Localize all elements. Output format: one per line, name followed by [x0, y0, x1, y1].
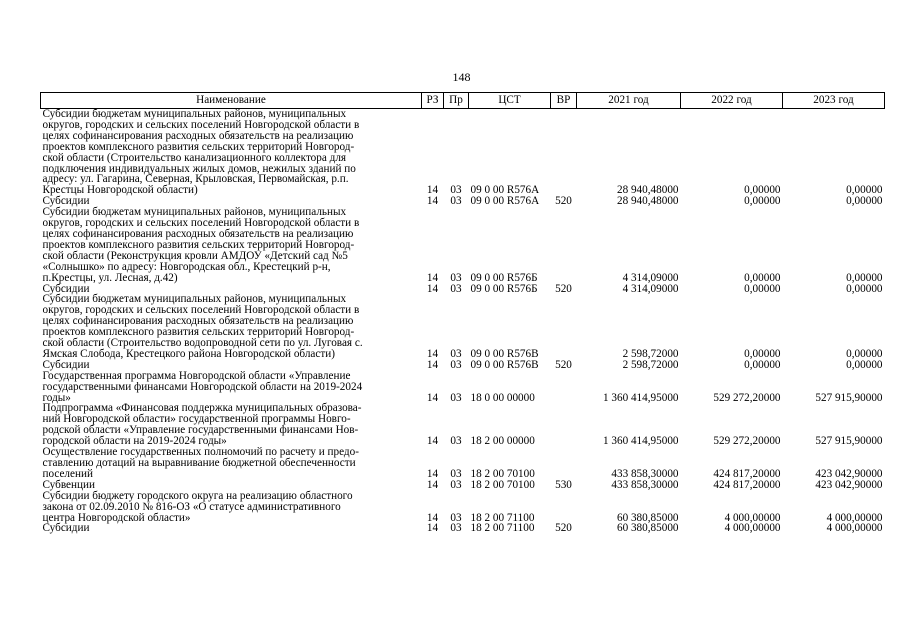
row-cst-cell: 18 2 00 70100: [470, 478, 535, 491]
header-2021: 2021 год: [577, 93, 681, 109]
row-name-cell: [41, 523, 422, 534]
row-name-cell: [41, 447, 422, 480]
row-cst-cell: 09 0 00 R576A: [470, 195, 540, 208]
row-name-line: годы»: [42, 391, 71, 404]
row-rz-cell: 14: [426, 522, 439, 535]
row-cst-cell: 18 2 00 71100: [470, 522, 535, 535]
row-y2022-cell: 0,00000: [744, 184, 781, 197]
row-rz-cell: 14: [426, 358, 439, 371]
row-name-line: целях софинансирования расходных обязательств на реализацию: [42, 315, 354, 328]
row-name-line: округов, городских и сельских поселений Новгородской области в: [42, 304, 360, 317]
row-cst-cell: 18 0 00 00000: [470, 391, 535, 404]
table-body: [41, 109, 885, 535]
table-row: [41, 371, 885, 404]
row-rz-cell: 14: [426, 282, 439, 295]
row-y2021-cell: 4 314,09000: [622, 282, 679, 295]
row-cst-cell: 09 0 00 R576В: [470, 347, 539, 360]
row-name-line: Субсидии бюджету городского округа на реализацию областного: [42, 489, 353, 502]
row-name-cell: [41, 403, 422, 447]
row-y2023-cell: 0,00000: [846, 358, 883, 371]
row-y2022-cell: 0,00000: [744, 358, 781, 371]
row-vr-cell: 520: [555, 522, 572, 535]
row-name-cell: [41, 207, 422, 283]
row-name-line: Государственная программа Новгородской области «Управление: [42, 369, 351, 382]
row-y2023-cell: 0,00000: [846, 347, 883, 360]
row-name-line: ний Новгородской области» государственной программы Новго-: [42, 413, 351, 426]
header-name: Наименование: [41, 93, 422, 109]
row-name-line: Крестцы Новгородской области): [42, 184, 198, 197]
row-name-line: проектов комплексного развития сельских территорий Новгород-: [42, 238, 355, 251]
row-name-cell: [41, 294, 422, 359]
row-y2022-cell: 529 272,20000: [713, 391, 781, 404]
row-vr-cell: 530: [555, 478, 572, 491]
row-name-line: Подпрограмма «Финансовая поддержка муниципальных образова-: [42, 402, 362, 415]
row-name-line: подключения индивидуальных жилых домов, нежилых зданий по: [42, 162, 356, 175]
row-name-line: целях софинансирования расходных обязательств на реализацию: [42, 129, 354, 142]
row-cst-cell: 09 0 00 R576A: [470, 184, 540, 197]
row-name-line: поселений: [42, 467, 93, 480]
row-y2021-cell: 2 598,72000: [622, 358, 679, 371]
row-y2023-cell: 0,00000: [846, 195, 883, 208]
row-vr-cell: 520: [555, 358, 572, 371]
row-y2023-cell: 423 042,90000: [815, 478, 883, 491]
table-row: [41, 523, 885, 534]
row-cst-cell: 18 2 00 00000: [470, 435, 535, 448]
row-y2021-cell: 1 360 414,95000: [602, 435, 679, 448]
row-rz-cell: 14: [426, 511, 439, 524]
row-pr-cell: 03: [450, 347, 462, 360]
budget-table: [40, 92, 885, 534]
header-2023: 2023 год: [783, 93, 885, 109]
row-name-line: ской области (Реконструкция кровли АМДОУ «Детский сад №5: [42, 249, 348, 262]
row-cst-cell: 09 0 00 R576Б: [470, 282, 538, 295]
row-name-line: «Солнышко» по адресу: Новгородская обл., Крестецкий р-н,: [42, 260, 331, 273]
row-vr-cell: [551, 447, 577, 480]
row-y2023-cell: 527 915,90000: [815, 391, 883, 404]
row-y2022-cell: 0,00000: [744, 282, 781, 295]
row-pr-cell: 03: [450, 467, 462, 480]
row-y2022-cell: 4 000,00000: [724, 511, 781, 524]
row-cst-cell: 18 2 00 71100: [470, 511, 535, 524]
row-y2021-cell: 60 380,85000: [616, 522, 679, 535]
row-rz-cell: 14: [426, 435, 439, 448]
row-y2021-cell: 2 598,72000: [622, 347, 679, 360]
row-y2023-cell: 423 042,90000: [815, 467, 883, 480]
row-rz-cell: 14: [426, 347, 439, 360]
row-pr-cell: 03: [450, 195, 462, 208]
row-y2021-cell: 28 940,48000: [616, 184, 679, 197]
table-row: [41, 294, 885, 359]
row-name-cell: [41, 109, 422, 197]
row-vr-cell: [551, 109, 577, 197]
row-name-line: Субсидии: [42, 358, 90, 371]
row-name-line: ской области (Строительство водопроводной сети по ул. Луговая с.: [42, 337, 363, 350]
row-y2021-cell: 1 360 414,95000: [602, 391, 679, 404]
table-header-row: [41, 93, 885, 109]
row-name-line: Субсидии бюджетам муниципальных районов, муниципальных: [42, 108, 347, 120]
row-y2022-cell: 4 000,00000: [724, 522, 781, 535]
row-name-line: ской области (Строительство канализационного коллектора для: [42, 151, 347, 164]
row-y2022-cell: 0,00000: [744, 195, 781, 208]
row-name-line: городской области на 2019-2024 годы»: [42, 435, 227, 448]
row-name-line: проектов комплексного развития сельских территорий Новгород-: [42, 326, 355, 339]
table-row: [41, 207, 885, 283]
row-y2022-cell: 0,00000: [744, 271, 781, 284]
row-vr-cell: 520: [555, 195, 572, 208]
header-rz: РЗ: [422, 93, 444, 109]
row-pr-cell: 03: [450, 522, 462, 535]
header-cst: ЦСТ: [469, 93, 551, 109]
table-row: [41, 491, 885, 524]
row-y2021-cell: 28 940,48000: [616, 195, 679, 208]
row-name-line: закона от 02.09.2010 № 816-ОЗ «О статусе административного: [42, 500, 341, 513]
row-pr-cell: 03: [450, 184, 462, 197]
table-row: [41, 109, 885, 197]
row-name-line: центра Новгородской области»: [42, 511, 191, 524]
row-vr-cell: 520: [555, 282, 572, 295]
row-cst-cell: 18 2 00 70100: [470, 467, 535, 480]
header-vr: ВР: [551, 93, 577, 109]
row-y2023-cell: 0,00000: [846, 271, 883, 284]
row-y2023-cell: 0,00000: [846, 184, 883, 197]
row-pr-cell: 03: [450, 358, 462, 371]
row-vr-cell: [551, 403, 577, 447]
row-name-line: государственными финансами Новгородской области на 2019-2024: [42, 380, 363, 393]
row-pr-cell: 03: [450, 271, 462, 284]
row-name-line: Субсидии: [42, 195, 90, 208]
row-rz-cell: 14: [426, 391, 439, 404]
row-rz-cell: 14: [426, 184, 439, 197]
row-vr-cell: [551, 371, 577, 404]
row-name-line: Субсидии: [42, 282, 90, 295]
row-pr-cell: 03: [450, 391, 462, 404]
row-rz-cell: 14: [426, 271, 439, 284]
row-y2022-cell: 424 817,20000: [713, 478, 781, 491]
row-name-cell: [41, 491, 422, 524]
row-name-line: п.Крестцы, ул. Лесная, д.42): [42, 271, 178, 284]
row-rz-cell: 14: [426, 195, 439, 208]
row-pr-cell: 03: [450, 478, 462, 491]
row-rz-cell: 14: [426, 467, 439, 480]
table-row: [41, 447, 885, 480]
row-y2023-cell: 4 000,00000: [826, 522, 883, 535]
row-name-line: целях софинансирования расходных обязательств на реализацию: [42, 227, 354, 240]
row-y2021-cell: 60 380,85000: [616, 511, 679, 524]
row-vr-cell: [551, 491, 577, 524]
row-y2021-cell: 4 314,09000: [622, 271, 679, 284]
row-name-line: проектов комплексного развития сельских территорий Новгород-: [42, 140, 355, 153]
row-name-line: адресу: ул. Гагарина, Северная, Крыловская, Первомайская, р.п.: [42, 173, 349, 186]
row-vr-cell: [551, 294, 577, 359]
row-name-line: Ямская Слобода, Крестецкого района Новгородской области): [42, 347, 335, 360]
row-pr-cell: 03: [450, 511, 462, 524]
row-y2023-cell: 4 000,00000: [826, 511, 883, 524]
row-y2023-cell: 0,00000: [846, 282, 883, 295]
row-y2021-cell: 433 858,30000: [611, 478, 679, 491]
row-vr-cell: [551, 207, 577, 283]
row-name-line: округов, городских и сельских поселений Новгородской области в: [42, 217, 360, 230]
row-name-line: Осуществление государственных полномочий по расчету и предо-: [42, 446, 359, 459]
row-name-line: округов, городских и сельских поселений Новгородской области в: [42, 118, 360, 131]
row-y2021-cell: 433 858,30000: [611, 467, 679, 480]
row-name-cell: [41, 371, 422, 404]
row-name-line: родской области «Управление государственными финансами Нов-: [42, 424, 359, 437]
page-number: 148: [452, 70, 471, 84]
row-pr-cell: 03: [450, 435, 462, 448]
row-y2022-cell: 0,00000: [744, 347, 781, 360]
row-y2023-cell: 527 915,90000: [815, 435, 883, 448]
row-cst-cell: 09 0 00 R576Б: [470, 271, 538, 284]
row-name-line: Субсидии: [42, 522, 90, 535]
header-2022: 2022 год: [681, 93, 783, 109]
row-name-line: Субсидии бюджетам муниципальных районов, муниципальных: [42, 293, 347, 306]
row-cst-cell: 09 0 00 R576В: [470, 358, 539, 371]
row-y2022-cell: 424 817,20000: [713, 467, 781, 480]
header-pr: Пр: [444, 93, 469, 109]
table-row: [41, 403, 885, 447]
row-name-line: ставлению дотаций на выравнивание бюджетной обеспеченности: [42, 457, 356, 469]
row-pr-cell: 03: [450, 282, 462, 295]
row-rz-cell: 14: [426, 478, 439, 491]
row-name-line: Субсидии бюджетам муниципальных районов, муниципальных: [42, 206, 347, 219]
row-y2022-cell: 529 272,20000: [713, 435, 781, 448]
row-name-line: Субвенции: [42, 478, 95, 491]
